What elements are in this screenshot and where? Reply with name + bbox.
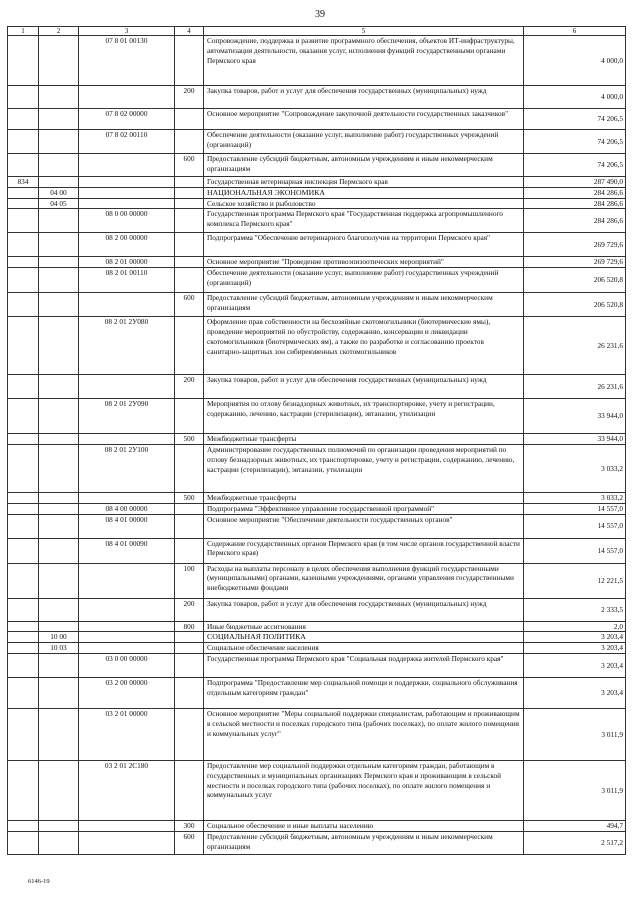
admin-code-cell [8, 444, 39, 492]
table-row [8, 257, 626, 268]
section-code-cell [39, 36, 79, 86]
description-cell: Основное мероприятие "Обеспечение деятельности государственных органов" [204, 514, 524, 538]
section-code-cell [39, 708, 79, 760]
amount-cell: 33 944,0 [524, 434, 626, 445]
target-article-cell [79, 375, 175, 399]
admin-code-cell [8, 708, 39, 760]
amount-cell: 3 203,4 [524, 653, 626, 677]
target-article-cell [79, 293, 175, 317]
table-row [8, 820, 626, 831]
table-row [8, 293, 626, 317]
admin-code-cell [8, 317, 39, 375]
column-number-row [8, 27, 626, 36]
expense-type-cell [175, 538, 204, 563]
admin-code-cell [8, 154, 39, 177]
target-article-cell: 08 0 00 00000 [79, 209, 175, 233]
amount-cell: 3 033,2 [524, 444, 626, 492]
expense-type-cell [175, 760, 204, 820]
target-article-cell: 07 8 02 00000 [79, 109, 175, 130]
section-code-cell [39, 514, 79, 538]
admin-code-cell [8, 538, 39, 563]
target-article-cell [79, 621, 175, 632]
expense-type-cell [175, 233, 204, 257]
expense-type-cell: 100 [175, 563, 204, 598]
table-row [8, 492, 626, 503]
table-row [8, 444, 626, 492]
admin-code-cell [8, 257, 39, 268]
target-article-cell: 08 4 00 00000 [79, 503, 175, 514]
expense-type-cell [175, 36, 204, 86]
admin-code-cell [8, 643, 39, 654]
table-row [8, 503, 626, 514]
expense-type-cell [175, 257, 204, 268]
description-cell: Обеспечение деятельности (оказание услуг, выполнение работ) государственных учреждений (организаций) [204, 130, 524, 154]
expense-type-cell: 500 [175, 492, 204, 503]
table-row [8, 109, 626, 130]
section-code-cell [39, 760, 79, 820]
description-cell: Подпрограмма "Обеспечение ветеринарного благополучия на территории Пермского края" [204, 233, 524, 257]
table-row [8, 317, 626, 375]
section-code-cell [39, 177, 79, 188]
section-code-cell [39, 86, 79, 109]
expense-type-cell [175, 198, 204, 209]
column-number: 4 [175, 27, 204, 36]
target-article-cell [79, 632, 175, 643]
section-code-cell [39, 399, 79, 434]
table-row [8, 130, 626, 154]
section-code-cell [39, 831, 79, 854]
description-cell: Администрирование государственных полномочий по организации проведения мероприятий по отлову безнадзорных животных, их транспортировке, учету и регистрации, содержанию, лечению, кастрации (стерилизации), эвтаназии, утилизации [204, 444, 524, 492]
budget-table [7, 26, 626, 855]
admin-code-cell [8, 399, 39, 434]
section-code-cell [39, 598, 79, 621]
description-cell: Предоставление мер социальной поддержки отдельным категориям граждан, работающим в государственных и муниципальных организациях Пермского края и проживающим в сельской местности и поселках городского типа (рабочих поселках), по оплате жилого помещения и коммунальных услуг [204, 760, 524, 820]
target-article-cell: 08 2 01 2У080 [79, 317, 175, 375]
expense-type-cell: 800 [175, 621, 204, 632]
section-code-cell [39, 444, 79, 492]
amount-cell: 206 520,8 [524, 293, 626, 317]
description-cell: Иные бюджетные ассигнования [204, 621, 524, 632]
expense-type-cell [175, 503, 204, 514]
admin-code-cell [8, 187, 39, 198]
column-number: 5 [204, 27, 524, 36]
expense-type-cell: 600 [175, 154, 204, 177]
target-article-cell [79, 563, 175, 598]
admin-code-cell [8, 492, 39, 503]
section-code-cell: 04 00 [39, 187, 79, 198]
section-code-cell: 10 00 [39, 632, 79, 643]
table-row [8, 399, 626, 434]
admin-code-cell [8, 820, 39, 831]
expense-type-cell [175, 268, 204, 293]
amount-cell: 3 203,4 [524, 643, 626, 654]
table-row [8, 632, 626, 643]
target-article-cell [79, 198, 175, 209]
target-article-cell: 08 2 01 2У090 [79, 399, 175, 434]
section-code-cell [39, 653, 79, 677]
table-row [8, 187, 626, 198]
description-cell: Закупка товаров, работ и услуг для обеспечения государственных (муниципальных) нужд [204, 375, 524, 399]
expense-type-cell: 300 [175, 820, 204, 831]
section-code-cell [39, 268, 79, 293]
target-article-cell: 08 2 01 00000 [79, 257, 175, 268]
admin-code-cell [8, 36, 39, 86]
page-number: 39 [315, 9, 325, 20]
table-row [8, 209, 626, 233]
expense-type-cell [175, 653, 204, 677]
section-code-cell [39, 293, 79, 317]
section-code-cell [39, 621, 79, 632]
section-code-cell [39, 677, 79, 708]
section-code-cell [39, 503, 79, 514]
amount-cell: 284 286,6 [524, 209, 626, 233]
description-cell: Межбюджетные трансферты [204, 492, 524, 503]
table-row [8, 760, 626, 820]
target-article-cell: 03 2 01 00000 [79, 708, 175, 760]
description-cell: Предоставление субсидий бюджетным, автономным учреждениям и иным некоммерческим организациям [204, 154, 524, 177]
target-article-cell: 03 0 00 00000 [79, 653, 175, 677]
section-code-cell [39, 563, 79, 598]
description-cell: Социальное обеспечение населения [204, 643, 524, 654]
section-code-cell [39, 154, 79, 177]
description-cell: Сельское хозяйство и рыболовство [204, 198, 524, 209]
amount-cell: 14 557,0 [524, 514, 626, 538]
amount-cell: 74 206,5 [524, 109, 626, 130]
admin-code-cell [8, 375, 39, 399]
description-cell: Закупка товаров, работ и услуг для обеспечения государственных (муниципальных) нужд [204, 598, 524, 621]
amount-cell: 2 333,5 [524, 598, 626, 621]
amount-cell: 206 520,8 [524, 268, 626, 293]
amount-cell: 2,0 [524, 621, 626, 632]
description-cell: Основное мероприятие "Меры социальной поддержки специалистам, работающим и проживающим в сельской местности и поселках городского типа (рабочих поселках), по оплате жилого помещения и коммунальных услуг" [204, 708, 524, 760]
amount-cell: 3 203,4 [524, 677, 626, 708]
admin-code-cell [8, 268, 39, 293]
table-row [8, 563, 626, 598]
section-code-cell [39, 109, 79, 130]
table-row [8, 177, 626, 188]
description-cell: Государственная ветеринарная инспекция Пермского края [204, 177, 524, 188]
description-cell: Межбюджетные трансферты [204, 434, 524, 445]
target-article-cell [79, 154, 175, 177]
section-code-cell [39, 257, 79, 268]
admin-code-cell [8, 130, 39, 154]
section-code-cell [39, 130, 79, 154]
description-cell: Социальное обеспечение и иные выплаты населению [204, 820, 524, 831]
section-code-cell [39, 538, 79, 563]
admin-code-cell [8, 632, 39, 643]
description-cell: Государственная программа Пермского края "Социальная поддержка жителей Пермского края" [204, 653, 524, 677]
description-cell: Основное мероприятие "Проведение противоэпизоотических мероприятий" [204, 257, 524, 268]
amount-cell: 14 557,0 [524, 538, 626, 563]
admin-code-cell [8, 563, 39, 598]
target-article-cell [79, 831, 175, 854]
expense-type-cell [175, 399, 204, 434]
target-article-cell [79, 434, 175, 445]
target-article-cell: 08 4 01 00090 [79, 538, 175, 563]
target-article-cell [79, 177, 175, 188]
section-code-cell [39, 209, 79, 233]
admin-code-cell [8, 233, 39, 257]
description-cell: Сопровождение, поддержка и развитие программного обеспечения, объектов ИТ-инфраструктуры, автоматизация деятельности, оказания услуг, исполнения функций государственными органами Пермского края [204, 36, 524, 86]
amount-cell: 26 231,6 [524, 317, 626, 375]
amount-cell: 269 729,6 [524, 233, 626, 257]
amount-cell: 74 206,5 [524, 130, 626, 154]
admin-code-cell [8, 198, 39, 209]
expense-type-cell: 600 [175, 293, 204, 317]
column-number: 3 [79, 27, 175, 36]
admin-code-cell [8, 621, 39, 632]
amount-cell: 287 490,0 [524, 177, 626, 188]
target-article-cell [79, 86, 175, 109]
target-article-cell: 07 8 01 00130 [79, 36, 175, 86]
table-row [8, 198, 626, 209]
amount-cell: 14 557,0 [524, 503, 626, 514]
target-article-cell: 08 2 00 00000 [79, 233, 175, 257]
section-code-cell [39, 434, 79, 445]
section-code-cell: 10 03 [39, 643, 79, 654]
amount-cell: 269 729,6 [524, 257, 626, 268]
description-cell: Предоставление субсидий бюджетным, автономным учреждениям и иным некоммерческим организациям [204, 293, 524, 317]
table-row [8, 514, 626, 538]
description-cell: НАЦИОНАЛЬНАЯ ЭКОНОМИКА [204, 187, 524, 198]
section-code-cell [39, 492, 79, 503]
admin-code-cell [8, 86, 39, 109]
description-cell: Предоставление субсидий бюджетным, автономным учреждениям и иным некоммерческим организациям [204, 831, 524, 854]
expense-type-cell: 200 [175, 86, 204, 109]
column-number: 1 [8, 27, 39, 36]
admin-code-cell [8, 653, 39, 677]
table-row [8, 434, 626, 445]
table-row [8, 375, 626, 399]
column-number: 6 [524, 27, 626, 36]
table-row [8, 831, 626, 854]
description-cell: Мероприятия по отлову безнадзорных животных, их транспортировке, учету и регистрации, содержанию, лечению, кастрации (стерилизации), эвтаназии, утилизации [204, 399, 524, 434]
target-article-cell: 08 2 01 00110 [79, 268, 175, 293]
table-row [8, 233, 626, 257]
target-article-cell [79, 187, 175, 198]
amount-cell: 26 231,6 [524, 375, 626, 399]
target-article-cell [79, 598, 175, 621]
amount-cell: 4 000,0 [524, 36, 626, 86]
table-row [8, 643, 626, 654]
table-row [8, 268, 626, 293]
amount-cell: 3 011,9 [524, 760, 626, 820]
expense-type-cell [175, 444, 204, 492]
admin-code-cell [8, 598, 39, 621]
description-cell: Обеспечение деятельности (оказание услуг, выполнение работ) государственных учреждений (организаций) [204, 268, 524, 293]
expense-type-cell [175, 632, 204, 643]
table-row [8, 621, 626, 632]
expense-type-cell [175, 708, 204, 760]
section-code-cell [39, 375, 79, 399]
amount-cell: 3 203,4 [524, 632, 626, 643]
section-code-cell [39, 233, 79, 257]
table-row [8, 86, 626, 109]
expense-type-cell [175, 209, 204, 233]
amount-cell: 4 000,0 [524, 86, 626, 109]
expense-type-cell [175, 109, 204, 130]
description-cell: СОЦИАЛЬНАЯ ПОЛИТИКА [204, 632, 524, 643]
amount-cell: 74 206,5 [524, 154, 626, 177]
amount-cell: 284 286,6 [524, 198, 626, 209]
admin-code-cell [8, 293, 39, 317]
expense-type-cell [175, 677, 204, 708]
amount-cell: 494,7 [524, 820, 626, 831]
target-article-cell [79, 643, 175, 654]
expense-type-cell [175, 514, 204, 538]
admin-code-cell [8, 209, 39, 233]
admin-code-cell: 834 [8, 177, 39, 188]
target-article-cell [79, 820, 175, 831]
admin-code-cell [8, 831, 39, 854]
amount-cell: 2 517,2 [524, 831, 626, 854]
target-article-cell: 03 2 00 00000 [79, 677, 175, 708]
description-cell: Расходы на выплаты персоналу в целях обеспечения выполнения функций государственными (муниципальными) органами, казенными учреждениями, органами управления государственными внебюджетными фондами [204, 563, 524, 598]
table-row [8, 677, 626, 708]
admin-code-cell [8, 503, 39, 514]
admin-code-cell [8, 677, 39, 708]
description-cell: Закупка товаров, работ и услуг для обеспечения государственных (муниципальных) нужд [204, 86, 524, 109]
table-row [8, 154, 626, 177]
description-cell: Основное мероприятие "Сопровождение закупочной деятельности государственных заказчиков" [204, 109, 524, 130]
admin-code-cell [8, 109, 39, 130]
amount-cell: 12 221,5 [524, 563, 626, 598]
section-code-cell [39, 820, 79, 831]
table-row [8, 598, 626, 621]
target-article-cell: 07 8 02 00110 [79, 130, 175, 154]
section-code-cell [39, 317, 79, 375]
section-code-cell: 04 05 [39, 198, 79, 209]
amount-cell: 284 286,6 [524, 187, 626, 198]
expense-type-cell [175, 187, 204, 198]
expense-type-cell: 600 [175, 831, 204, 854]
table-row [8, 538, 626, 563]
description-cell: Содержание государственных органов Пермского края (в том числе органов государственной власти Пермского края) [204, 538, 524, 563]
expense-type-cell [175, 177, 204, 188]
description-cell: Оформление прав собственности на бесхозяйные скотомогильники (биотермические ямы), проведение мероприятий по обустройству, содержанию, консервации и ликвидации скотомогильников (биотермических ям), а также по разработке и согласованию проектов санитарно-защитных зон сибиреязвенных скотомогильников [204, 317, 524, 375]
budget-table-body [8, 27, 626, 855]
column-number: 2 [39, 27, 79, 36]
target-article-cell: 08 4 01 00000 [79, 514, 175, 538]
target-article-cell [79, 492, 175, 503]
expense-type-cell [175, 317, 204, 375]
footer-document-code: 6146-19 [28, 878, 50, 885]
expense-type-cell: 500 [175, 434, 204, 445]
table-row [8, 36, 626, 86]
target-article-cell: 03 2 01 2С180 [79, 760, 175, 820]
amount-cell: 3 033,2 [524, 492, 626, 503]
expense-type-cell [175, 130, 204, 154]
description-cell: Государственная программа Пермского края "Государственная поддержка агропромышленного комплекса Пермского края" [204, 209, 524, 233]
table-row [8, 708, 626, 760]
expense-type-cell: 200 [175, 375, 204, 399]
table-row [8, 653, 626, 677]
amount-cell: 3 011,9 [524, 708, 626, 760]
admin-code-cell [8, 434, 39, 445]
target-article-cell: 08 2 01 2У100 [79, 444, 175, 492]
expense-type-cell [175, 643, 204, 654]
description-cell: Подпрограмма "Предоставление мер социальной помощи и поддержки, социального обслуживания отдельным категориям граждан" [204, 677, 524, 708]
admin-code-cell [8, 760, 39, 820]
amount-cell: 33 944,0 [524, 399, 626, 434]
expense-type-cell: 200 [175, 598, 204, 621]
description-cell: Подпрограмма "Эффективное управление государственной программой" [204, 503, 524, 514]
admin-code-cell [8, 514, 39, 538]
